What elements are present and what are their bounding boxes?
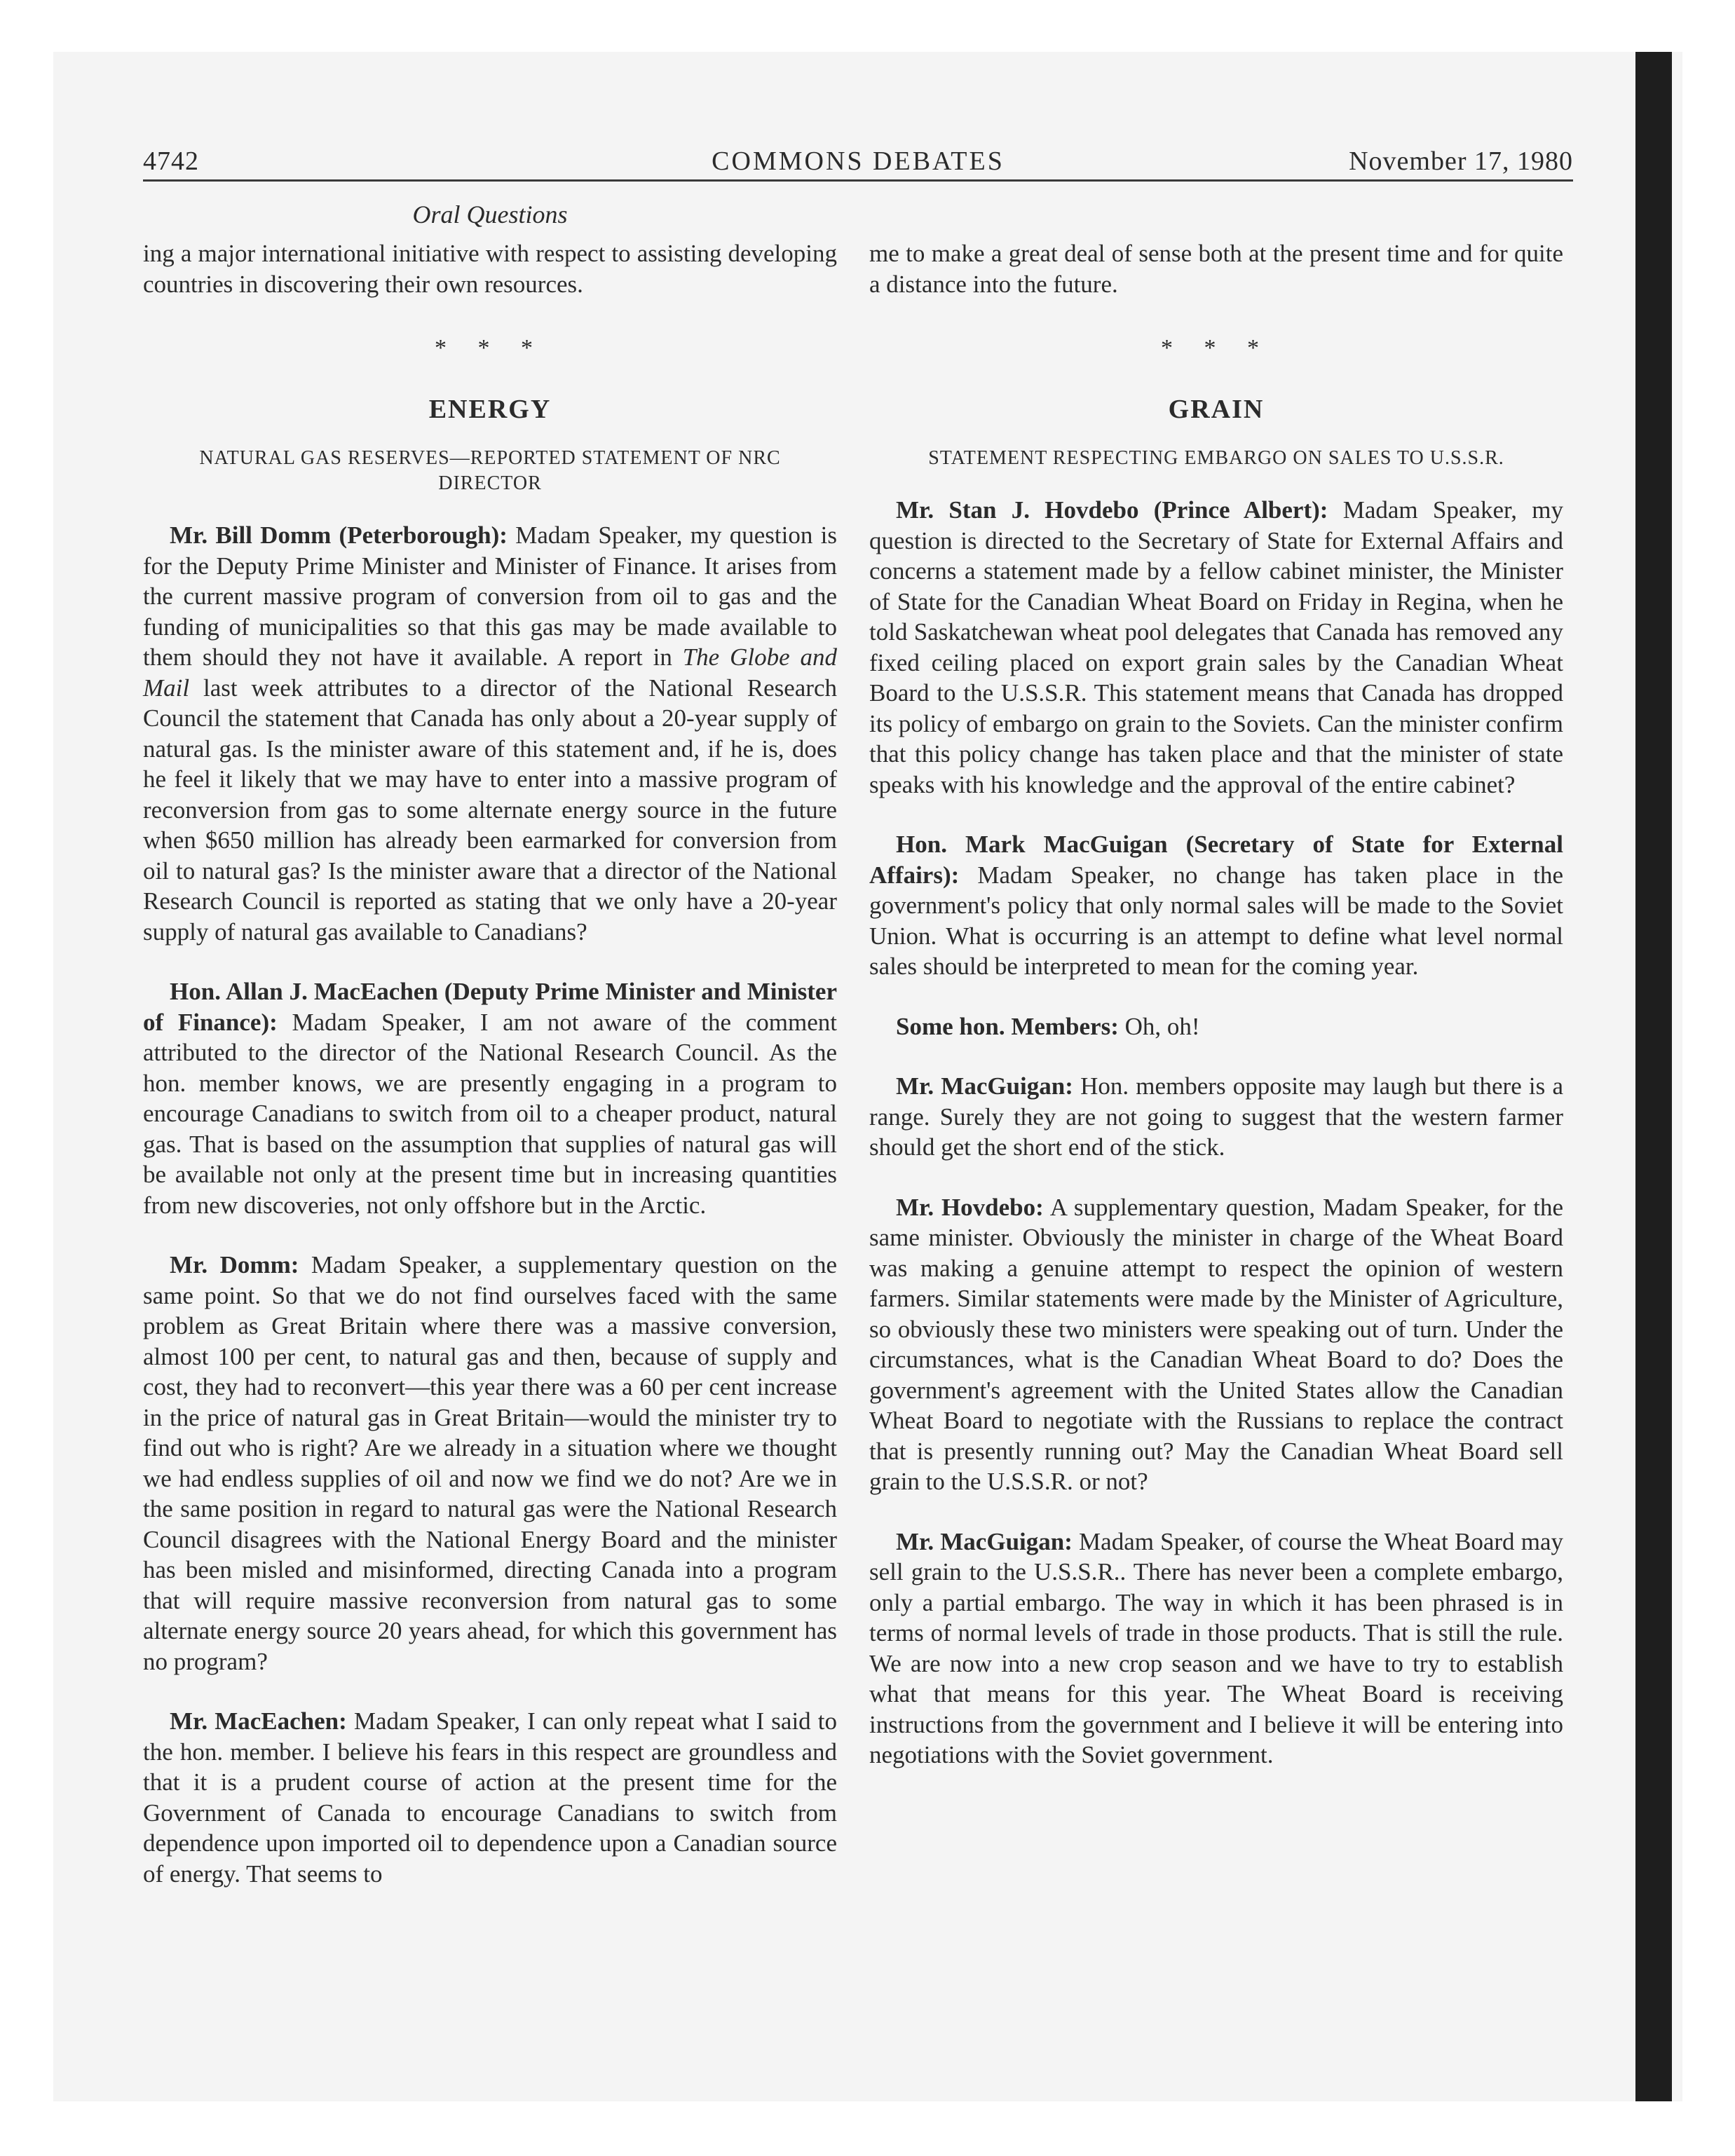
scan-edge-bar xyxy=(1635,52,1672,2101)
speech-text: Hon. members opposite may laugh but there is a range. Surely they are not going to suggest that the western farmer should get the short end of the stick. xyxy=(869,1072,1563,1161)
section-subheading: NATURAL GAS RESERVES—REPORTED STATEMENT OF NRC DIRECTOR xyxy=(199,447,781,494)
speech-text: A supplementary question, Madam Speaker, for the same minister. Obviously the minister in charge of the Wheat Board was making a genuine attempt to respect the opinion of western farmers. Similar statements were made by the Minister of Agriculture, so obviously these two ministers were speaking out of turn. Under the circumstances, what is the Canadian Wheat Board to do? Does the government's agreement with the United States allow the Canadian Wheat Board to negotiate with the Russians to replace the contract that is presently running out? May the Canadian Wheat Board sell grain to the U.S.S.R. or not? xyxy=(869,1193,1563,1495)
section-separator: * * * xyxy=(1161,335,1272,361)
page-number: 4742 xyxy=(143,146,199,176)
page-header xyxy=(143,146,1573,181)
paragraph xyxy=(143,1250,837,1677)
paragraph xyxy=(869,495,1563,800)
section-heading: GRAIN xyxy=(1168,394,1265,424)
speech-text: last week attributes to a director of the National Research Council the statement that Canada has only about a 20-year supply of natural gas. Is the minister aware of this statement and, if he is, does he feel it likely that we may have to enter into a massive program of reconversion from gas to some alternate energy source in the future when $650 million has already been earmarked for conversion from oil to natural gas? Is the minister aware that a director of the National Research Council is reported as stating that we only have a 20-year supply of natural gas available to Canadians? xyxy=(143,674,837,946)
speech-text: Madam Speaker, I can only repeat what I said to the hon. member. I believe his fears in this respect are groundless and that it is a prudent course of action at the present time for the Government of Canada to encourage Canadians to switch from dependence upon imported oil to dependence upon a Canadian source of energy. That seems to xyxy=(143,1707,837,1888)
speech-text: Madam Speaker, of course the Wheat Board may sell grain to the U.S.S.R.. There has never been a complete embargo, only a partial embargo. The way in which it has been phrased is in terms of normal levels of trade in those products. That is still the rule. We are now into a new crop season and we have to try to establish what that means for this year. The Wheat Board is receiving instructions from the government and I believe it will be entering into negotiations with the Soviet government. xyxy=(869,1527,1563,1768)
speaker-name: Mr. MacGuigan: xyxy=(896,1072,1073,1100)
paragraph xyxy=(869,1071,1563,1163)
speech-text: Madam Speaker, my question is for the Deputy Prime Minister and Minister of Finance. It arises from the current massive program of conversion from oil to gas and the funding of municipalities so that this gas may be made available to them should they not have it available. A report in xyxy=(143,521,837,671)
continuation-text: ing a major international initiative with respect to assisting developing countries in discovering their own resources. xyxy=(143,240,837,298)
paragraph xyxy=(143,976,837,1220)
speaker-name: Some hon. Members: xyxy=(896,1012,1119,1040)
paragraph xyxy=(869,829,1563,982)
section-heading: ENERGY xyxy=(428,394,552,424)
running-head: Oral Questions xyxy=(412,200,568,228)
speaker-name: Mr. MacGuigan: xyxy=(896,1527,1073,1555)
continuation-text: me to make a great deal of sense both at the present time and for quite a distance into the future. xyxy=(869,240,1563,298)
speech-text: Madam Speaker, no change has taken place in the government's policy that only normal sales will be made to the Soviet Union. What is occurring is an attempt to define what level normal sales should be interpreted to mean for the coming year. xyxy=(869,861,1563,980)
paragraph xyxy=(143,1706,837,1889)
speaker-name: Hon. Allan J. MacEachen (Deputy Prime Minister and Minister of Finance): xyxy=(143,978,837,1036)
speaker-name: Mr. Domm: xyxy=(170,1251,299,1278)
speech-text: Madam Speaker, a supplementary question on the same point. So that we do not find ourselves faced with the same problem as Great Britain where there was a massive conversion, almost 100 per cent, to natural gas and then, because of supply and cost, they had to reconvert—this year there was a 60 per cent increase in the price of natural gas in Great Britain—would the minister try to find out who is right? Are we already in a situation where we thought we had endless supplies of oil and now we find we do not? Are we in the same position in regard to natural gas were the National Research Council disagrees with the National Energy Board and the minister has been misled and misinformed, directing Canada into a program that will require massive reconversion from natural gas to some alternate energy source 20 years ahead, for which this government has no program? xyxy=(143,1251,837,1675)
speaker-name: Hon. Mark MacGuigan (Secretary of State for External Affairs): xyxy=(869,831,1563,889)
speaker-name: Mr. Stan J. Hovdebo (Prince Albert): xyxy=(896,496,1328,524)
section-separator: * * * xyxy=(435,335,545,361)
left-column xyxy=(143,238,837,1918)
speech-text: Oh, oh! xyxy=(1118,1012,1200,1040)
paragraph xyxy=(869,1192,1563,1497)
speaker-name: Mr. MacEachen: xyxy=(170,1707,347,1735)
section-subheading: STATEMENT RESPECTING EMBARGO ON SALES TO U.S.S.R. xyxy=(928,447,1504,469)
speech-text: Madam Speaker, my question is directed to the Secretary of State for External Affairs and concerns a statement made by a fellow cabinet minister, the Minister of State for the Canadian Wheat Board on Friday in Regina, when he told Saskatchewan wheat pool delegates that Canada has removed any fixed ceiling placed on export grain sales by the Canadian Wheat Board to the U.S.S.R. This statement means that Canada has dropped its policy of embargo on grain to the Soviets. Can the minister confirm that this policy change has taken place and that the minister of state speaks with his knowledge and the approval of the entire cabinet? xyxy=(869,496,1563,798)
publication-title: COMMONS DEBATES xyxy=(712,146,1005,176)
right-column xyxy=(869,238,1563,1800)
publication-date: November 17, 1980 xyxy=(1349,146,1573,176)
paragraph xyxy=(869,1011,1563,1042)
speaker-name: Mr. Hovdebo: xyxy=(896,1193,1044,1221)
newspaper-title: The Globe and Mail xyxy=(143,643,837,702)
paragraph xyxy=(869,1527,1563,1770)
speech-text: Madam Speaker, I am not aware of the comment attributed to the director of the National Research Council. As the hon. member knows, we are presently engaging in a program to encourage Canadians to switch from oil to a cheaper product, natural gas. That is based on the assumption that supplies of natural gas will be available not only at the present time but in increasing quantities from new discoveries, not only offshore but in the Arctic. xyxy=(143,1008,837,1219)
header-rule xyxy=(143,179,1573,182)
speaker-name: Mr. Bill Domm (Peterborough): xyxy=(170,521,508,549)
paragraph xyxy=(143,520,837,947)
